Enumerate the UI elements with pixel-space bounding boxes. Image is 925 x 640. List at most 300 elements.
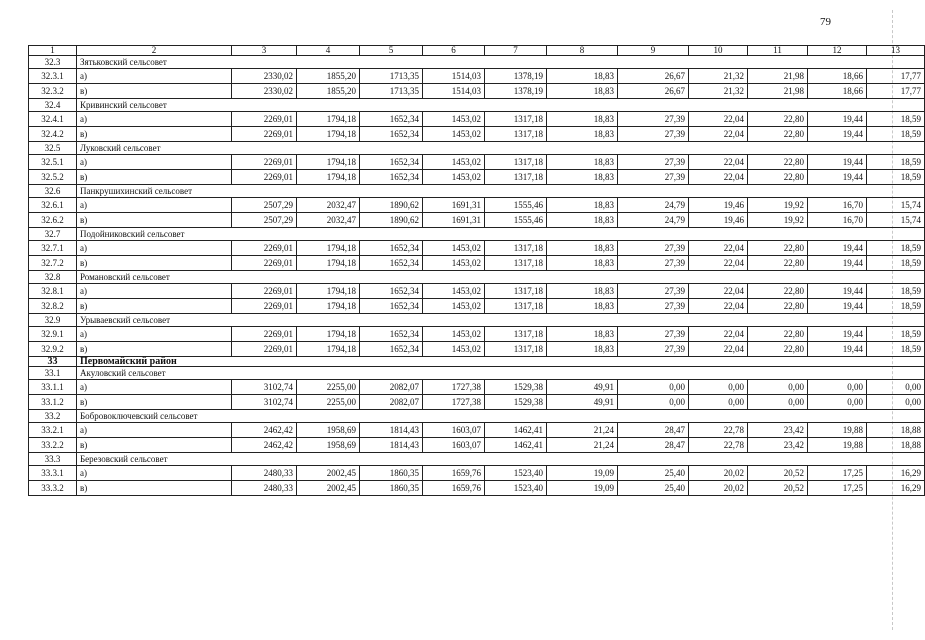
value-cell: 1652,34 bbox=[360, 170, 423, 185]
section-code: 33 bbox=[29, 357, 77, 367]
table-row bbox=[29, 299, 925, 314]
value-cell: 22,04 bbox=[689, 299, 748, 314]
value-cell: 1855,20 bbox=[297, 69, 360, 84]
value-cell: 26,67 bbox=[618, 69, 689, 84]
section-name: Луковский сельсовет bbox=[77, 142, 925, 155]
value-cell: 1652,34 bbox=[360, 127, 423, 142]
table-row bbox=[29, 155, 925, 170]
row-label: в) bbox=[77, 438, 232, 453]
table-row bbox=[29, 342, 925, 357]
value-cell: 1794,18 bbox=[297, 127, 360, 142]
row-code: 32.7.2 bbox=[29, 256, 77, 271]
column-header: 10 bbox=[689, 46, 748, 56]
column-header: 8 bbox=[547, 46, 618, 56]
value-cell: 18,59 bbox=[867, 241, 925, 256]
value-cell: 28,47 bbox=[618, 438, 689, 453]
value-cell: 1691,31 bbox=[423, 213, 485, 228]
value-cell: 0,00 bbox=[689, 395, 748, 410]
value-cell: 1317,18 bbox=[485, 299, 547, 314]
value-cell: 18,66 bbox=[808, 84, 867, 99]
value-cell: 18,83 bbox=[547, 284, 618, 299]
value-cell: 18,59 bbox=[867, 299, 925, 314]
value-cell: 1317,18 bbox=[485, 327, 547, 342]
value-cell: 1794,18 bbox=[297, 170, 360, 185]
value-cell: 1652,34 bbox=[360, 342, 423, 357]
section-name: Зятьковский сельсовет bbox=[77, 56, 925, 69]
value-cell: 15,74 bbox=[867, 213, 925, 228]
value-cell: 28,47 bbox=[618, 423, 689, 438]
district-name: Первомайский район bbox=[77, 357, 925, 367]
row-label: в) bbox=[77, 256, 232, 271]
value-cell: 19,44 bbox=[808, 241, 867, 256]
value-cell: 1652,34 bbox=[360, 155, 423, 170]
value-cell: 1317,18 bbox=[485, 112, 547, 127]
row-label: в) bbox=[77, 170, 232, 185]
value-cell: 20,52 bbox=[748, 466, 808, 481]
value-cell: 18,83 bbox=[547, 155, 618, 170]
value-cell: 1453,02 bbox=[423, 327, 485, 342]
value-cell: 1814,43 bbox=[360, 423, 423, 438]
value-cell: 1652,34 bbox=[360, 327, 423, 342]
value-cell: 2507,29 bbox=[232, 213, 297, 228]
value-cell: 20,52 bbox=[748, 481, 808, 496]
value-cell: 18,59 bbox=[867, 342, 925, 357]
value-cell: 1453,02 bbox=[423, 342, 485, 357]
section-row bbox=[29, 453, 925, 466]
value-cell: 1378,19 bbox=[485, 84, 547, 99]
table-row bbox=[29, 438, 925, 453]
value-cell: 24,79 bbox=[618, 198, 689, 213]
value-cell: 1691,31 bbox=[423, 198, 485, 213]
value-cell: 3102,74 bbox=[232, 380, 297, 395]
value-cell: 1713,35 bbox=[360, 69, 423, 84]
column-header: 4 bbox=[297, 46, 360, 56]
value-cell: 19,44 bbox=[808, 155, 867, 170]
value-cell: 18,83 bbox=[547, 327, 618, 342]
value-cell: 22,04 bbox=[689, 112, 748, 127]
value-cell: 19,44 bbox=[808, 170, 867, 185]
value-cell: 22,80 bbox=[748, 112, 808, 127]
row-label: а) bbox=[77, 327, 232, 342]
value-cell: 1794,18 bbox=[297, 327, 360, 342]
value-cell: 1453,02 bbox=[423, 284, 485, 299]
value-cell: 1529,38 bbox=[485, 380, 547, 395]
value-cell: 17,25 bbox=[808, 466, 867, 481]
section-name: Березовский сельсовет bbox=[77, 453, 925, 466]
section-code: 32.4 bbox=[29, 99, 77, 112]
value-cell: 19,92 bbox=[748, 198, 808, 213]
value-cell: 1317,18 bbox=[485, 155, 547, 170]
value-cell: 19,46 bbox=[689, 213, 748, 228]
value-cell: 22,80 bbox=[748, 342, 808, 357]
column-header: 3 bbox=[232, 46, 297, 56]
value-cell: 1860,35 bbox=[360, 466, 423, 481]
value-cell: 27,39 bbox=[618, 342, 689, 357]
value-cell: 1794,18 bbox=[297, 342, 360, 357]
value-cell: 0,00 bbox=[618, 380, 689, 395]
value-cell: 18,83 bbox=[547, 127, 618, 142]
value-cell: 22,80 bbox=[748, 256, 808, 271]
row-code: 32.6.2 bbox=[29, 213, 77, 228]
value-cell: 1453,02 bbox=[423, 241, 485, 256]
value-cell: 0,00 bbox=[808, 395, 867, 410]
table-row bbox=[29, 241, 925, 256]
value-cell: 25,40 bbox=[618, 466, 689, 481]
value-cell: 2269,01 bbox=[232, 170, 297, 185]
row-code: 32.5.2 bbox=[29, 170, 77, 185]
value-cell: 0,00 bbox=[689, 380, 748, 395]
row-code: 33.2.1 bbox=[29, 423, 77, 438]
value-cell: 19,44 bbox=[808, 327, 867, 342]
value-cell: 18,83 bbox=[547, 256, 618, 271]
value-cell: 2082,07 bbox=[360, 395, 423, 410]
value-cell: 49,91 bbox=[547, 380, 618, 395]
section-code: 33.1 bbox=[29, 367, 77, 380]
value-cell: 1378,19 bbox=[485, 69, 547, 84]
value-cell: 0,00 bbox=[808, 380, 867, 395]
value-cell: 24,79 bbox=[618, 213, 689, 228]
value-cell: 25,40 bbox=[618, 481, 689, 496]
value-cell: 2002,45 bbox=[297, 466, 360, 481]
row-code: 32.6.1 bbox=[29, 198, 77, 213]
value-cell: 1659,76 bbox=[423, 466, 485, 481]
section-code: 33.3 bbox=[29, 453, 77, 466]
row-label: а) bbox=[77, 112, 232, 127]
row-label: а) bbox=[77, 284, 232, 299]
value-cell: 22,80 bbox=[748, 284, 808, 299]
row-label: а) bbox=[77, 69, 232, 84]
section-name: Панкрушихинский сельсовет bbox=[77, 185, 925, 198]
section-code: 32.6 bbox=[29, 185, 77, 198]
value-cell: 22,80 bbox=[748, 241, 808, 256]
value-cell: 21,32 bbox=[689, 69, 748, 84]
section-name: Романовский сельсовет bbox=[77, 271, 925, 284]
value-cell: 22,04 bbox=[689, 241, 748, 256]
value-cell: 2330,02 bbox=[232, 84, 297, 99]
value-cell: 1659,76 bbox=[423, 481, 485, 496]
value-cell: 27,39 bbox=[618, 170, 689, 185]
value-cell: 20,02 bbox=[689, 481, 748, 496]
section-row bbox=[29, 314, 925, 327]
tariff-table bbox=[28, 45, 925, 496]
value-cell: 1317,18 bbox=[485, 284, 547, 299]
value-cell: 0,00 bbox=[618, 395, 689, 410]
value-cell: 1890,62 bbox=[360, 198, 423, 213]
value-cell: 27,39 bbox=[618, 127, 689, 142]
value-cell: 18,88 bbox=[867, 438, 925, 453]
value-cell: 19,44 bbox=[808, 342, 867, 357]
column-header: 1 bbox=[29, 46, 77, 56]
value-cell: 18,83 bbox=[547, 198, 618, 213]
value-cell: 1462,41 bbox=[485, 438, 547, 453]
value-cell: 1794,18 bbox=[297, 256, 360, 271]
value-cell: 1317,18 bbox=[485, 241, 547, 256]
value-cell: 27,39 bbox=[618, 112, 689, 127]
row-label: в) bbox=[77, 299, 232, 314]
column-header: 2 bbox=[77, 46, 232, 56]
section-name: Акуловский сельсовет bbox=[77, 367, 925, 380]
value-cell: 1453,02 bbox=[423, 299, 485, 314]
value-cell: 2269,01 bbox=[232, 299, 297, 314]
table-row bbox=[29, 466, 925, 481]
value-cell: 2269,01 bbox=[232, 327, 297, 342]
value-cell: 1958,69 bbox=[297, 438, 360, 453]
value-cell: 0,00 bbox=[867, 395, 925, 410]
value-cell: 18,88 bbox=[867, 423, 925, 438]
value-cell: 18,59 bbox=[867, 112, 925, 127]
table-row bbox=[29, 380, 925, 395]
value-cell: 19,46 bbox=[689, 198, 748, 213]
value-cell: 2082,07 bbox=[360, 380, 423, 395]
table-row bbox=[29, 327, 925, 342]
value-cell: 22,78 bbox=[689, 423, 748, 438]
row-label: а) bbox=[77, 198, 232, 213]
value-cell: 22,80 bbox=[748, 155, 808, 170]
row-code: 32.8.1 bbox=[29, 284, 77, 299]
row-label: а) bbox=[77, 423, 232, 438]
value-cell: 2462,42 bbox=[232, 438, 297, 453]
table-row bbox=[29, 112, 925, 127]
value-cell: 1652,34 bbox=[360, 241, 423, 256]
value-cell: 16,29 bbox=[867, 481, 925, 496]
value-cell: 23,42 bbox=[748, 423, 808, 438]
value-cell: 17,77 bbox=[867, 69, 925, 84]
value-cell: 1794,18 bbox=[297, 241, 360, 256]
value-cell: 19,44 bbox=[808, 127, 867, 142]
table-row bbox=[29, 127, 925, 142]
section-code: 33.2 bbox=[29, 410, 77, 423]
value-cell: 1317,18 bbox=[485, 342, 547, 357]
value-cell: 1453,02 bbox=[423, 155, 485, 170]
value-cell: 19,44 bbox=[808, 112, 867, 127]
value-cell: 1860,35 bbox=[360, 481, 423, 496]
value-cell: 1529,38 bbox=[485, 395, 547, 410]
value-cell: 22,04 bbox=[689, 155, 748, 170]
table-row bbox=[29, 423, 925, 438]
value-cell: 18,66 bbox=[808, 69, 867, 84]
value-cell: 15,74 bbox=[867, 198, 925, 213]
value-cell: 18,83 bbox=[547, 170, 618, 185]
table-row bbox=[29, 284, 925, 299]
value-cell: 18,83 bbox=[547, 213, 618, 228]
value-cell: 2269,01 bbox=[232, 112, 297, 127]
section-code: 32.5 bbox=[29, 142, 77, 155]
value-cell: 1855,20 bbox=[297, 84, 360, 99]
value-cell: 1794,18 bbox=[297, 155, 360, 170]
value-cell: 27,39 bbox=[618, 284, 689, 299]
row-label: в) bbox=[77, 127, 232, 142]
value-cell: 2255,00 bbox=[297, 380, 360, 395]
value-cell: 1603,07 bbox=[423, 423, 485, 438]
value-cell: 1727,38 bbox=[423, 380, 485, 395]
value-cell: 1317,18 bbox=[485, 256, 547, 271]
value-cell: 49,91 bbox=[547, 395, 618, 410]
row-code: 33.3.2 bbox=[29, 481, 77, 496]
section-code: 32.3 bbox=[29, 56, 77, 69]
section-row bbox=[29, 367, 925, 380]
value-cell: 22,80 bbox=[748, 170, 808, 185]
value-cell: 1317,18 bbox=[485, 127, 547, 142]
row-label: в) bbox=[77, 213, 232, 228]
value-cell: 2255,00 bbox=[297, 395, 360, 410]
value-cell: 18,59 bbox=[867, 170, 925, 185]
row-code: 32.3.2 bbox=[29, 84, 77, 99]
value-cell: 18,59 bbox=[867, 284, 925, 299]
value-cell: 16,70 bbox=[808, 198, 867, 213]
value-cell: 1652,34 bbox=[360, 299, 423, 314]
value-cell: 1890,62 bbox=[360, 213, 423, 228]
column-header: 6 bbox=[423, 46, 485, 56]
value-cell: 2330,02 bbox=[232, 69, 297, 84]
value-cell: 17,25 bbox=[808, 481, 867, 496]
value-cell: 3102,74 bbox=[232, 395, 297, 410]
table-row bbox=[29, 170, 925, 185]
table-header-row bbox=[29, 46, 925, 56]
value-cell: 2462,42 bbox=[232, 423, 297, 438]
table-row bbox=[29, 198, 925, 213]
value-cell: 1794,18 bbox=[297, 284, 360, 299]
section-code: 32.8 bbox=[29, 271, 77, 284]
table-row bbox=[29, 84, 925, 99]
section-row bbox=[29, 99, 925, 112]
value-cell: 22,80 bbox=[748, 127, 808, 142]
value-cell: 1652,34 bbox=[360, 256, 423, 271]
value-cell: 1453,02 bbox=[423, 112, 485, 127]
row-code: 32.7.1 bbox=[29, 241, 77, 256]
value-cell: 16,29 bbox=[867, 466, 925, 481]
section-row bbox=[29, 56, 925, 69]
table-row bbox=[29, 481, 925, 496]
table-row bbox=[29, 256, 925, 271]
section-code: 32.9 bbox=[29, 314, 77, 327]
row-label: а) bbox=[77, 380, 232, 395]
district-row bbox=[29, 357, 925, 367]
value-cell: 1453,02 bbox=[423, 170, 485, 185]
row-label: в) bbox=[77, 84, 232, 99]
value-cell: 27,39 bbox=[618, 299, 689, 314]
value-cell: 1453,02 bbox=[423, 256, 485, 271]
section-code: 32.7 bbox=[29, 228, 77, 241]
value-cell: 1652,34 bbox=[360, 284, 423, 299]
value-cell: 2269,01 bbox=[232, 127, 297, 142]
value-cell: 1514,03 bbox=[423, 84, 485, 99]
value-cell: 1523,40 bbox=[485, 466, 547, 481]
row-label: а) bbox=[77, 466, 232, 481]
column-header: 12 bbox=[808, 46, 867, 56]
row-code: 32.3.1 bbox=[29, 69, 77, 84]
value-cell: 1794,18 bbox=[297, 299, 360, 314]
section-row bbox=[29, 142, 925, 155]
value-cell: 18,59 bbox=[867, 327, 925, 342]
row-code: 33.1.1 bbox=[29, 380, 77, 395]
row-label: а) bbox=[77, 241, 232, 256]
value-cell: 19,44 bbox=[808, 284, 867, 299]
value-cell: 16,70 bbox=[808, 213, 867, 228]
value-cell: 18,83 bbox=[547, 84, 618, 99]
value-cell: 1555,46 bbox=[485, 198, 547, 213]
value-cell: 21,24 bbox=[547, 438, 618, 453]
value-cell: 1958,69 bbox=[297, 423, 360, 438]
value-cell: 21,98 bbox=[748, 69, 808, 84]
value-cell: 2269,01 bbox=[232, 155, 297, 170]
value-cell: 1603,07 bbox=[423, 438, 485, 453]
value-cell: 19,09 bbox=[547, 481, 618, 496]
value-cell: 27,39 bbox=[618, 256, 689, 271]
value-cell: 1514,03 bbox=[423, 69, 485, 84]
row-code: 32.9.1 bbox=[29, 327, 77, 342]
row-code: 33.2.2 bbox=[29, 438, 77, 453]
value-cell: 2032,47 bbox=[297, 198, 360, 213]
section-name: Урываевский сельсовет bbox=[77, 314, 925, 327]
column-header: 13 bbox=[867, 46, 925, 56]
value-cell: 27,39 bbox=[618, 241, 689, 256]
value-cell: 18,83 bbox=[547, 299, 618, 314]
value-cell: 23,42 bbox=[748, 438, 808, 453]
row-code: 32.8.2 bbox=[29, 299, 77, 314]
value-cell: 1794,18 bbox=[297, 112, 360, 127]
value-cell: 18,59 bbox=[867, 256, 925, 271]
value-cell: 27,39 bbox=[618, 327, 689, 342]
value-cell: 19,92 bbox=[748, 213, 808, 228]
row-label: в) bbox=[77, 481, 232, 496]
value-cell: 1652,34 bbox=[360, 112, 423, 127]
value-cell: 27,39 bbox=[618, 155, 689, 170]
value-cell: 22,78 bbox=[689, 438, 748, 453]
value-cell: 22,04 bbox=[689, 127, 748, 142]
row-code: 32.9.2 bbox=[29, 342, 77, 357]
row-label: в) bbox=[77, 395, 232, 410]
value-cell: 2507,29 bbox=[232, 198, 297, 213]
table-body bbox=[29, 46, 925, 496]
value-cell: 26,67 bbox=[618, 84, 689, 99]
row-code: 32.4.2 bbox=[29, 127, 77, 142]
value-cell: 2269,01 bbox=[232, 342, 297, 357]
value-cell: 19,09 bbox=[547, 466, 618, 481]
section-row bbox=[29, 271, 925, 284]
value-cell: 2269,01 bbox=[232, 284, 297, 299]
value-cell: 1713,35 bbox=[360, 84, 423, 99]
value-cell: 2480,33 bbox=[232, 466, 297, 481]
value-cell: 18,83 bbox=[547, 342, 618, 357]
value-cell: 1727,38 bbox=[423, 395, 485, 410]
value-cell: 2269,01 bbox=[232, 241, 297, 256]
table-row bbox=[29, 213, 925, 228]
column-header: 7 bbox=[485, 46, 547, 56]
value-cell: 17,77 bbox=[867, 84, 925, 99]
value-cell: 2269,01 bbox=[232, 256, 297, 271]
value-cell: 2002,45 bbox=[297, 481, 360, 496]
value-cell: 1555,46 bbox=[485, 213, 547, 228]
value-cell: 1453,02 bbox=[423, 127, 485, 142]
value-cell: 0,00 bbox=[748, 380, 808, 395]
value-cell: 1814,43 bbox=[360, 438, 423, 453]
column-header: 5 bbox=[360, 46, 423, 56]
section-name: Кривинский сельсовет bbox=[77, 99, 925, 112]
row-code: 32.4.1 bbox=[29, 112, 77, 127]
row-code: 33.1.2 bbox=[29, 395, 77, 410]
page-number: 79 bbox=[820, 16, 831, 28]
value-cell: 18,83 bbox=[547, 112, 618, 127]
value-cell: 19,88 bbox=[808, 438, 867, 453]
value-cell: 0,00 bbox=[748, 395, 808, 410]
value-cell: 2032,47 bbox=[297, 213, 360, 228]
value-cell: 22,04 bbox=[689, 170, 748, 185]
value-cell: 21,24 bbox=[547, 423, 618, 438]
section-row bbox=[29, 410, 925, 423]
column-header: 11 bbox=[748, 46, 808, 56]
column-header: 9 bbox=[618, 46, 689, 56]
value-cell: 19,88 bbox=[808, 423, 867, 438]
